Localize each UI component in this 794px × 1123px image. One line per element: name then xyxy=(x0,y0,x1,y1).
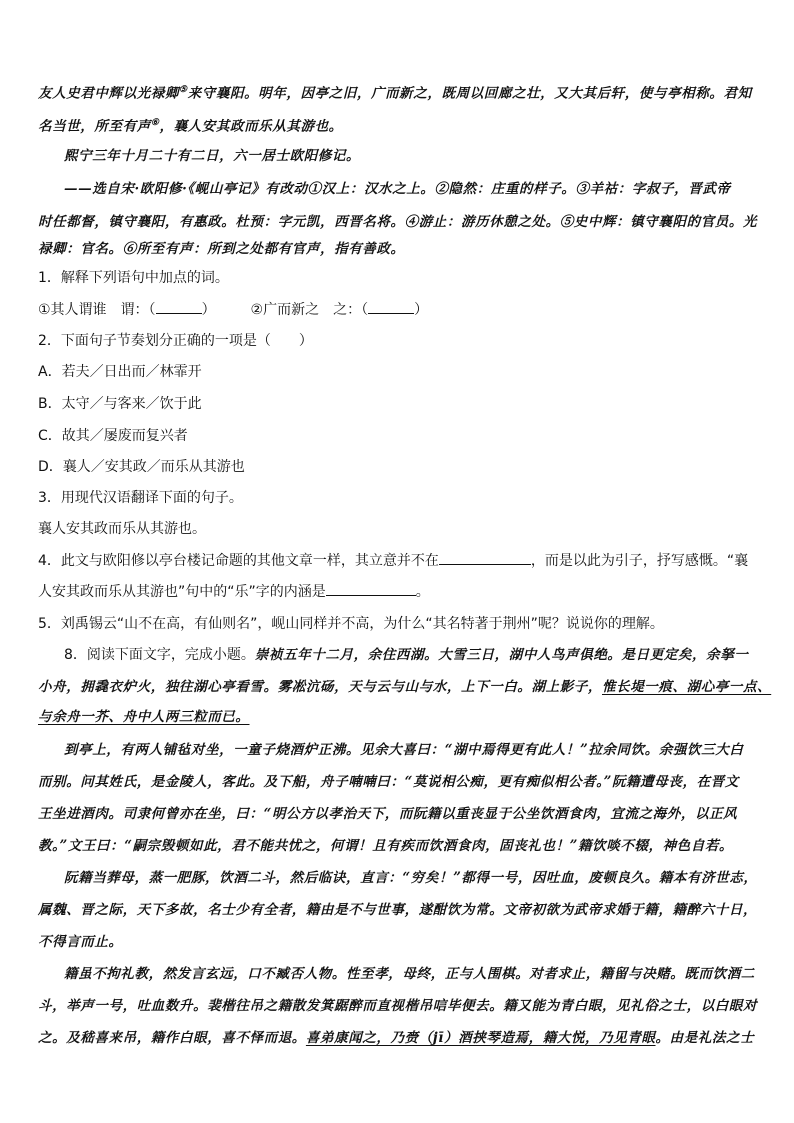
passage-a-note-3: 禄卿：官名。⑥所至有声：所到之处都有官声，指有善政。 xyxy=(38,241,405,257)
passage-a-line-1 xyxy=(38,79,752,105)
question-4-line-1 xyxy=(38,550,748,572)
question-2-option-d: D．襄人／安其政／而乐从其游也 xyxy=(38,459,245,475)
passage-b-p3-line-1: 阮籍当葬母，蒸一肥豚，饮酒二斗，然后临诀，直言：“穷矣！”都得一号，因吐血，废顿良久。籍本有济世志， xyxy=(64,870,758,886)
passage-b-p3-line-2: 属魏、晋之际，天下多故，名士少有全者，籍由是不与世事，遂酣饮为常。文帝初欲为武帝求婚于籍，籍醉六十日， xyxy=(38,902,758,918)
question-2: 2．下面句子节奏划分正确的一项是（ ） xyxy=(38,333,313,349)
text-span: 人安其政而乐从其游也”句中的“乐”字的内涵是 xyxy=(38,584,326,600)
text-span: 4．此文与欧阳修以亭台楼记命题的其他文章一样，其立意并不在 xyxy=(38,553,439,569)
text-span: ） ②广而新之 之：（ xyxy=(201,302,369,318)
underlined-text: 惟长堤一痕、湖心亭一点、 xyxy=(602,679,772,695)
text-span: ，襄人安其政而乐从其游也。 xyxy=(159,118,343,135)
text-span: 。由是礼法之士 xyxy=(655,1030,755,1046)
passage-b-line-3 xyxy=(38,706,250,728)
question-4-line-2 xyxy=(38,581,430,603)
text-span: 来守襄阳。明年，因亭之旧，广而新之，既周以回廊之壮，又大其后轩，使与亭相称。君知 xyxy=(187,85,752,102)
question-2-option-c: C．故其／屡废而复兴者 xyxy=(38,428,188,444)
passage-b-p4-line-3 xyxy=(38,1027,754,1049)
passage-a-source: ——选自宋·欧阳修·《岘山亭记》有改动①汉上：汉水之上。②隐然：庄重的样子。③羊祜：字叔子，晋武帝 xyxy=(64,181,731,197)
text-span: 。 xyxy=(415,584,430,600)
text-span: 小舟，拥毳衣炉火，独往湖心亭看雪。雾凇沆砀，天与云与山与水，上下一白。湖上影子， xyxy=(38,679,602,695)
question-5: 5．刘禹锡云“山不在高，有仙则名”，岘山同样并不高，为什么“其名特著于荆州”呢？说说你的理解。 xyxy=(38,616,664,632)
text-span: 崇祯五年十二月，余住西湖。大雪三日，湖中人鸟声俱绝。是日更定矣，余拏一 xyxy=(254,647,749,663)
text-span: 名当世，所至有声 xyxy=(38,118,151,135)
text-span: 友人史君中辉以光禄卿 xyxy=(38,85,179,102)
question-1-items xyxy=(38,299,428,321)
question-2-option-b: B．太守／与客来／饮于此 xyxy=(38,396,202,412)
passage-b-p3-line-3: 不得言而止。 xyxy=(38,934,123,950)
passage-b-p2-line-1: 到亭上，有两人铺毡对坐，一童子烧酒炉正沸。见余大喜曰：“湖中焉得更有此人！”拉余同饮。余强饮三大白 xyxy=(64,742,744,758)
answer-blank[interactable] xyxy=(368,313,414,314)
text-span: ，而是以此为引子，抒写感慨。“襄 xyxy=(530,553,749,569)
passage-a-note-2: 时任都督，镇守襄阳，有惠政。杜预：字元凯，西晋名将。④游止：游历休憩之处。⑤史中辉：镇守襄阳的官员。光 xyxy=(38,214,758,230)
question-2-option-a: A．若夫／日出而／林霏开 xyxy=(38,364,202,380)
answer-blank[interactable] xyxy=(156,313,202,314)
answer-blank[interactable] xyxy=(326,595,416,596)
question-1: 1．解释下列语句中加点的词。 xyxy=(38,270,229,286)
passage-b-p4-line-2: 斗，举声一号，吐血数升。裴楷往吊之籍散发箕踞醉而直视楷吊唁毕便去。籍又能为青白眼，见礼俗之士，以白眼对 xyxy=(38,998,758,1014)
text-span: ） xyxy=(414,302,429,318)
passage-a-line-2 xyxy=(38,112,343,138)
underlined-text: 喜弟康闻之，乃赍（jī）酒挟琴造焉，籍大悦，乃见青眼 xyxy=(305,1030,656,1046)
passage-b-p4-line-1: 籍虽不拘礼教，然发言玄远，口不臧否人物。性至孝，母终，正与人围棋。对者求止，籍留与决赌。既而饮酒二 xyxy=(64,966,755,982)
answer-blank[interactable] xyxy=(439,564,531,565)
footnote-mark: ⑤ xyxy=(179,85,188,95)
text-span: ①其人谓谁 谓：（ xyxy=(38,302,156,318)
question-3-text: 襄人安其政而乐从其游也。 xyxy=(38,521,206,537)
passage-a-date: 熙宁三年十月二十有二日，六一居士欧阳修记。 xyxy=(64,148,361,164)
section-heading: 8．阅读下面文字，完成小题。 xyxy=(64,647,255,663)
passage-b-line-2 xyxy=(38,676,771,698)
passage-b-p2-line-2: 而别。问其姓氏，是金陵人，客此。及下船，舟子喃喃曰：“莫说相公痴，更有痴似相公者。”阮籍遭母丧，在晋文 xyxy=(38,774,739,790)
underlined-text: 与余舟一芥、舟中人两三粒而已。 xyxy=(38,709,250,725)
footnote-mark: ⑥ xyxy=(150,118,160,128)
passage-b-p2-line-3: 王坐进酒肉。司隶何曾亦在坐，曰：“明公方以孝治天下，而阮籍以重丧显于公坐饮酒食肉，宜流之海外，以正风 xyxy=(38,806,738,822)
question-3: 3．用现代汉语翻译下面的句子。 xyxy=(38,490,243,506)
text-span: 之。及嵇喜来吊，籍作白眼，喜不怿而退。 xyxy=(38,1030,306,1046)
passage-b-line-1 xyxy=(64,644,748,666)
passage-b-p2-line-4: 教。”文王曰：“嗣宗毁顿如此，君不能共忧之，何谓！且有疾而饮酒食肉，固丧礼也！”籍饮啖不辍，神色自若。 xyxy=(38,838,734,854)
